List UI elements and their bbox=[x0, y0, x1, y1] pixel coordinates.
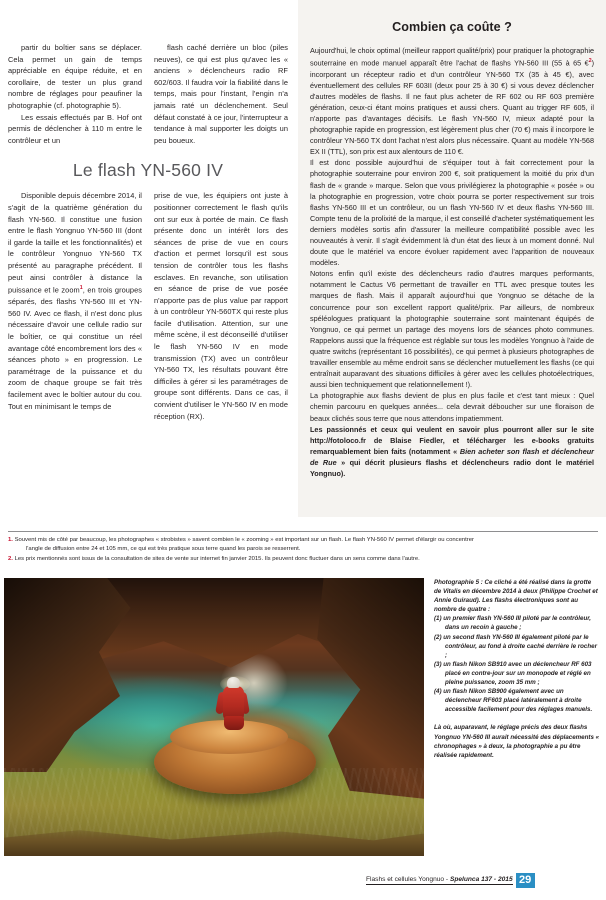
footer-publication: Spelunca 137 - 2015 bbox=[449, 875, 513, 883]
panel-text: Aujourd'hui, le choix optimal (meilleur rapport qualité/prix) pour pratiquer la photographie souterraine en mode manuel apparaît être l'achat de flashs YN-560 III (55 à 65 € bbox=[310, 46, 594, 68]
caver-torso bbox=[223, 686, 244, 720]
left-article-zone bbox=[0, 0, 296, 520]
panel-paragraph-highlight bbox=[310, 424, 594, 479]
footer-article-title: Flashs et cellules Yongnuo - bbox=[366, 875, 450, 883]
page-number-badge: 29 bbox=[516, 873, 535, 888]
panel-heading: Combien ça coûte ? bbox=[392, 20, 512, 34]
footnote-item bbox=[8, 555, 598, 564]
footnote-item bbox=[8, 536, 598, 553]
footnote-marker-1: 1 bbox=[79, 285, 83, 292]
caption-closing: Là où, auparavant, le réglage précis des deux flashs Yongnuo YN-560 III aurait nécessité des déplacements « chronophages » à deux, la photographie a pu être réalisée rapidement. bbox=[434, 724, 600, 759]
body-paragraph: flash caché derrière un bloc (piles neuves), ce qui est plus qu'avec les « anciens » déclencheurs radio RF 602/603. Il faudra voir la fiabilité dans le temps, mais pour l'instant, l'engin n'a jamais raté un déclenchement. Seul défaut constaté à ce jour, l'interrupteur a tendance à mal supporter les doigts un peu boueux. bbox=[154, 43, 288, 145]
caption-intro: Photographie 5 : Ce cliché a été réalisé dans la grotte de Vitalis en décembre 2014 à deux (Philippe Crochet et Annie Guiraud). Les flashs électroniques sont au nombre de quatre : bbox=[434, 579, 598, 614]
footnote-divider bbox=[8, 531, 598, 532]
sidebar-panel-cost bbox=[298, 0, 606, 517]
ebook-title: Bien acheter son flash et déclencheur de Rue bbox=[310, 446, 594, 467]
panel-paragraph bbox=[310, 45, 594, 157]
photograph-5 bbox=[4, 578, 424, 856]
caption-spacer bbox=[434, 714, 600, 723]
paragraph-text: Disponible depuis décembre 2014, il s'agit de la quatrième génération du flash YN-560. Il constitue une fusion entre le flash Yongnuo YN-560 III (dont il garde la taille et les fonctionnalités) et le contrôleur Yongnuo YN-560 TX présenté au paragraphe précédent. Il peut ainsi contrôler à distance la puissance et le zoom bbox=[8, 191, 142, 295]
caption-item: (4) un flash Nikon SB900 également avec un déclencheur RF603 placé latéralement à droite accessible facilement pour des réglages manuels. bbox=[434, 688, 593, 714]
section-heading: Le flash YN-560 IV bbox=[72, 160, 224, 181]
footnote-text: Souvent mis de côté par beaucoup, les photographes « strobistes » savent combien le « zooming » est important sur un flash. Le flash YN-560 IV permet d'élargir ou concentrer bbox=[14, 537, 474, 543]
footnote-text: Les prix mentionnés sont issus de la consultation de sites de vente sur internet fin janvier 2015. Ils peuvent donc fluctuer dans un sens comme dans l'autre. bbox=[14, 556, 420, 563]
body-paragraph: prise de vue, les équipiers ont juste à positionner correctement le flash qu'ils ont sur eux à portée de main. Ce flash présente donc un intérêt lors des séances de prise de vue en cours d'action et permet lorsqu'il est sous tension de contrôler tous les flashs esclaves. En revanche, son utilisation en séance de prise de vue posée n'apporte pas de plus value par rapport à un contrôleur YN-560TX qui reste plus facile d'utilisation. Attention, sur une même scène, il est déconseillé d'utiliser le flash YN-560 IV en mode transmission (TX) avec un contrôleur YN-560 TX, les résultats pouvant être difficiles à gérer si les paramétrages de groupe sont différents. Dans ce cas, il convient d'utiliser le YN-560 IV en mode réception (RX). bbox=[154, 191, 288, 421]
two-column-body bbox=[0, 0, 296, 422]
panel-link-text-cont: » qui décrit plusieurs flashs et déclencheurs radio dont le matériel Yongnuo). bbox=[310, 457, 594, 478]
caver-helmet bbox=[227, 677, 240, 688]
footer-citation bbox=[366, 876, 513, 885]
footnote-number: 1. bbox=[8, 537, 13, 543]
panel-link-text: Les passionnés et ceux qui veulent en savoir plus pourront aller sur le site http://fotoloco.fr de Blaise Fiedler, et télécharger les e-books gratuits remarquablement bien faits (notamment « bbox=[310, 424, 594, 456]
panel-text-cont: ) incorporant un récepteur radio et d'un contrôleur YN-560 TX (35 à 45 €), avec éventuellement des cellules RF 603II (deux pour 25 à 30 €) si vous devez déclencher d'autres modèles de flashs. Il ne faut plus acheter de RF 602 ou RF 603 première génération, ceux-ci étant moins pratiques et aussi chers. Quant au trigger RF 605, il n'apporte pas d'avantages décisifs. Le flash YN-560 IV, mieux adapté pour la photographie rapide en progression, est légèrement plus cher (70 €) mais il incorpore le contrôleur YN-560 TX dont l'achat n'est alors plus nécessaire. Quant au modèle YN-568 EX II (TTL), son prix est aux alentours de 110 €. bbox=[310, 58, 594, 157]
caption-item: (3) un flash Nikon SB910 avec un déclencheur RF 603 placé en contre-jour sur un monopode et réglé en pleine puissance, zoom 35 mm ; bbox=[434, 660, 592, 687]
paragraph-text-cont: , en trois groupes séparés, des flashs YN-560 III et YN-560 IV. Avec ce flash, il n'est donc plus nécessaire d'avoir une cellule radio sur le boîtier, ce qui constitue un réel avantage côté encombrement lors des « séances photo » en progression. Le paramétrage de la puissance et du zoom de chaque groupe se fait très facilement avec le boîtier autour du cou. Tout en minimisant le temps de bbox=[8, 285, 142, 411]
panel-paragraph: Notons enfin qu'il existe des déclencheurs radio d'autres marques performants, notamment le Cactus V6 permettant de travailler en TTL avec presque toutes les marques de flash. Mais il apparaît aujourd'hui que Yongnuo se détache de la concurrence pour son excellent rapport qualité/prix. Par ailleurs, de nombreux spéléologues pratiquant la photographie souterraine sont maintenant équipés de Yongnuo, ce qui permet un partage des moyens lors de séances photo communes. Rappelons aussi que la fréquence est réglable sur tous les modèles Yongnuo à l'aide de quatre switchs (représentant 16 possibilités), ce qui permet à plusieurs photographes de travailler ensemble au même endroit sans se déclencher mutuellement les flashs (ce qui entraînait auparavant des situations difficiles à gérer avec les cellules photoélectriques, aussi bien techniquement que relationnellement !). bbox=[310, 269, 594, 390]
footnote-number: 2. bbox=[8, 556, 13, 563]
body-paragraph: Les essais effectués par B. Hof ont permis de déclencher à 110 m entre le contrôleur et un bbox=[8, 112, 142, 145]
caption-item: (1) un premier flash YN-560 III piloté par le contrôleur, dans un recoin à gauche ; bbox=[434, 615, 592, 632]
panel-paragraph: La photographie aux flashs devient de plus en plus facile et c'est tant mieux : Quel chemin parcouru en quelques années... cela devrait déboucher sur une floraison de beaux clichés sous terre que nous attendons impatiemment. bbox=[310, 391, 594, 423]
footnote-marker-2: 2 bbox=[588, 58, 592, 65]
cave-photo-image bbox=[4, 578, 424, 856]
page-footer bbox=[366, 872, 602, 888]
panel-paragraph: Il est donc possible aujourd'hui de s'équiper tout à fait correctement pour la photographie souterraine pour environ 200 €, soit pratiquement la moitié du prix d'un flash de « grande » marque. Selon que vous privilégierez la photographie « posée » ou la photographie en progression, votre choix pourra se porter respectivement sur trois flashs YN-560 III et un contrôleur, ou un flash YN-560 IV et deux flashs YN-560 III. Compte tenu de la prolixité de la marque, il est conseillé d'acheter systématiquement les derniers modèles sortis afin d'assurer la meilleure compatibilité possible avec les nouveautés à venir. Il s'agit évidemment là d'un état des lieux à un moment donné. Nul doute que le matériel va encore évoluer rapidement avec l'apparition de nouveaux modèles. bbox=[310, 158, 594, 268]
footnote-text-cont: l'angle de diffusion entre 24 et 105 mm, ce qui est très pratique sous terre quand les parois se resserrent. bbox=[26, 545, 301, 552]
photo-caption bbox=[434, 578, 600, 760]
caver-legs bbox=[224, 716, 244, 730]
footnotes-block bbox=[8, 531, 598, 566]
body-paragraph bbox=[8, 190, 142, 412]
body-paragraph: partir du boîtier sans se déplacer. Cela permet un gain de temps appréciable en équipe réduite, et en corollaire, de tester un plus grand nombre de réglages pour peaufiner la photographie (cf. photographie 5). bbox=[8, 43, 142, 110]
caption-item: (2) un second flash YN-560 III également piloté par le contrôleur, au fond à droite caché derrière le rocher ; bbox=[434, 633, 597, 659]
